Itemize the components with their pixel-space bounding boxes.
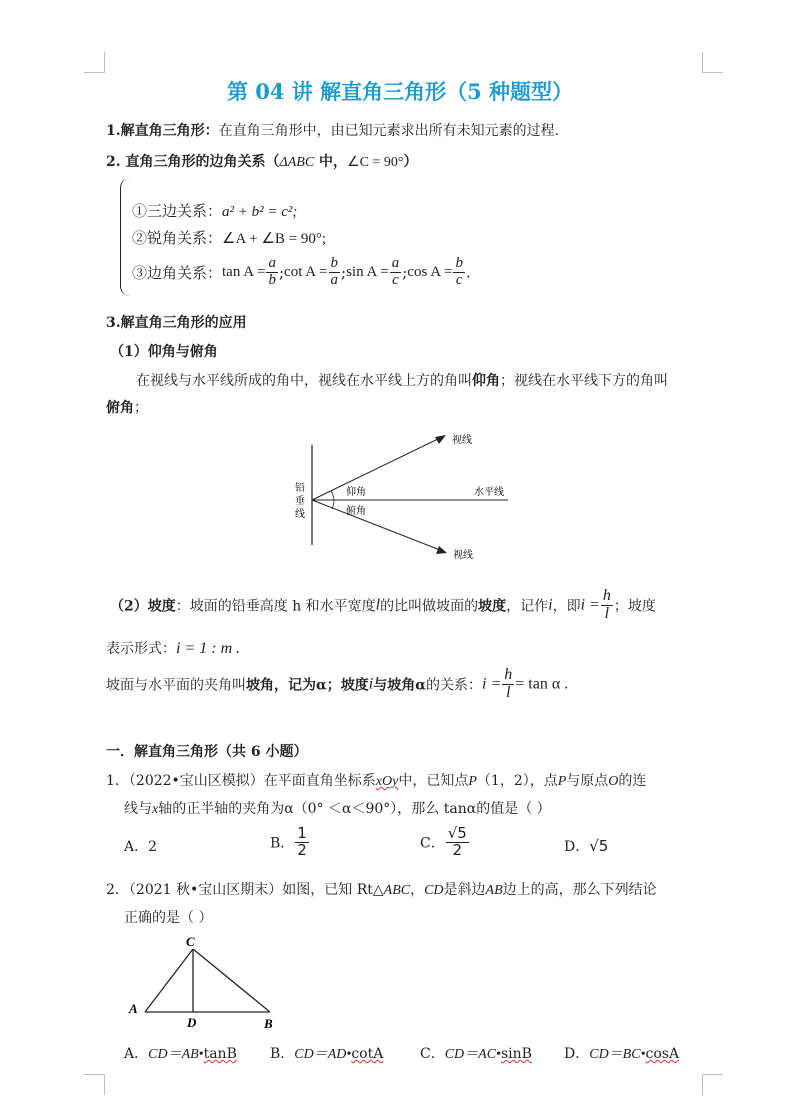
section-2-angle: ∠C = 90°	[347, 155, 404, 170]
q1-option-c-num: √5	[447, 824, 467, 842]
q1-point-p: P	[468, 774, 477, 789]
slope-eq: i =	[580, 596, 600, 614]
section-3-label: 3.解直角三角形的应用	[106, 315, 247, 331]
sin-denominator: c	[392, 271, 399, 288]
slope-form-label: 表示形式：	[106, 641, 176, 657]
section-1-text: 在直角三角形中，由已知元素求出所有未知元素的过程.	[218, 123, 560, 139]
slope-l: l	[375, 596, 381, 614]
slope-i: i	[548, 596, 553, 614]
angle-line-fraction-den: l	[506, 683, 511, 701]
sep-1: ;	[278, 263, 285, 282]
slope-line2	[106, 638, 240, 658]
q1-option-d-value: √5	[589, 837, 609, 855]
q1-option-c-fraction	[446, 826, 469, 859]
q1-option-b-label: B．	[270, 835, 295, 852]
angle-line-fraction-num: h	[504, 666, 513, 683]
sight-line-down	[312, 500, 440, 550]
sight-label-bottom: 视线	[453, 550, 473, 561]
sin-numerator: a	[391, 255, 400, 271]
sight-line-down-arrow	[436, 546, 447, 554]
corner-mark-br	[702, 1074, 723, 1095]
sight-label-top: 视线	[452, 435, 472, 446]
page-title: 第 04 讲 解直角三角形（5 种题型）	[226, 79, 574, 104]
q2-option-b-fn: cotA	[351, 1046, 384, 1062]
q2-option-a-expr: CD＝AB•	[148, 1047, 204, 1062]
sight-line-up-arrow	[435, 435, 446, 444]
plumb-char-2: 垂	[295, 496, 305, 507]
relation-acute	[132, 227, 326, 248]
tan-fraction	[266, 256, 278, 289]
q2-cd: CD	[424, 883, 444, 898]
q1-origin-o: O	[608, 774, 619, 789]
corner-mark-bl	[84, 1074, 105, 1095]
sin-label: sin A =	[346, 263, 389, 280]
plumb-char-3: 线	[295, 509, 305, 520]
angle-line-i: i	[368, 675, 374, 693]
angle-line-c: 与坡角α	[373, 677, 427, 694]
cos-denominator: c	[455, 271, 463, 288]
angle-line-tail: = tan α .	[515, 675, 569, 693]
slope-fraction-num: h	[602, 587, 611, 604]
q2-option-b-label: B．	[270, 1046, 295, 1062]
section-1-label: 1.解直角三角形：	[106, 123, 219, 139]
q1-option-a-text: A．2	[124, 839, 158, 855]
sep-2: ;	[341, 263, 347, 282]
slope-text-b: 的比叫做坡面的	[380, 598, 479, 615]
q2-text-d: 边上的高，那么下列结论	[502, 882, 657, 898]
q2-option-d-expr: CD＝BC•	[589, 1047, 646, 1062]
cot-label: cot A =	[284, 263, 328, 280]
relations-end: .	[465, 263, 471, 282]
vertex-c-label: C	[186, 934, 195, 949]
q1-text-d: 与原点	[566, 773, 609, 789]
tan-label: tan A =	[222, 263, 266, 280]
slope-text-d: ，记作	[506, 598, 549, 615]
q2-line1	[106, 879, 657, 899]
sep-3: ;	[402, 263, 408, 282]
slope-fraction	[601, 588, 613, 623]
slope-text-e: ，即	[552, 598, 581, 615]
q1-text-2a: 线与	[124, 801, 152, 817]
q2-text-b: ，	[410, 882, 425, 898]
q2-option-b[interactable]	[270, 1043, 383, 1063]
vertex-b-label: B	[264, 1016, 273, 1031]
para1-text-c: ；视线在水平线下方的角叫	[500, 373, 668, 389]
right-triangle-figure	[122, 933, 292, 1033]
depression-label: 俯角	[346, 506, 366, 517]
q2-option-d[interactable]	[564, 1043, 679, 1063]
tan-denominator: b	[268, 271, 276, 288]
horizontal-label: 水平线	[474, 487, 504, 498]
angle-line-b: 坡角，记为α；坡度	[246, 677, 369, 694]
q1-line2	[124, 798, 551, 818]
paragraph-elevation-line2	[106, 397, 148, 417]
angle-line-d: 的关系：	[426, 677, 483, 694]
cos-fraction	[453, 256, 465, 289]
cos-label: cos A =	[407, 263, 453, 280]
q1-text-b: 中，已知点	[398, 773, 469, 789]
q1-line1	[106, 770, 646, 790]
q2-text-a: 2．（2021 秋•宝山区期末）如图，已知 Rt△	[106, 882, 384, 898]
q2-line2: 正确的是（ ）	[124, 910, 213, 926]
q1-option-d-label: D．	[564, 839, 590, 855]
tan-numerator: a	[268, 255, 276, 271]
q1-option-b-fraction	[295, 826, 309, 859]
elevation-depression-diagram	[290, 425, 530, 575]
section-2-label: 2. 直角三角形的边角关系（	[106, 154, 280, 170]
part-1-heading: 一．解直角三角形（共 6 小题）	[106, 744, 308, 760]
section-2-close: ）	[403, 154, 418, 170]
plumb-char-1: 铅	[295, 483, 305, 494]
cot-fraction	[329, 256, 341, 289]
vertex-a-label: A	[129, 1001, 138, 1016]
q1-text-2b: 轴的正半轴的夹角为α（0° ＜α＜90°），那么 tanα的值是（ ）	[158, 801, 551, 817]
elevation-label: 仰角	[346, 487, 366, 498]
q2-option-c-label: C．	[420, 1046, 445, 1062]
q1-xoy: xOy	[375, 774, 399, 789]
para1-text-a: 在视线与水平线所成的角中，视线在水平线上方的角叫	[136, 373, 472, 389]
q2-option-c[interactable]	[420, 1043, 532, 1063]
depression-angle-arc	[332, 500, 334, 509]
slope-angle-line	[106, 667, 568, 702]
cot-numerator: b	[330, 255, 339, 271]
q1-text-e: 的连	[618, 773, 647, 789]
cos-numerator: b	[455, 255, 463, 271]
q2-option-a-label: A．	[124, 1046, 149, 1062]
paragraph-elevation-line1	[136, 370, 668, 390]
section-1	[106, 120, 559, 140]
q2-option-a-fn: tanB	[203, 1046, 237, 1062]
q2-option-c-expr: CD＝AC•	[444, 1047, 501, 1062]
q1-text-a: 1．（2022•宝山区模拟）在平面直角坐标系	[106, 773, 376, 789]
angle-line-a: 坡面与水平面的夹角叫	[106, 677, 246, 694]
slope-term: 坡度	[478, 598, 507, 615]
q1-option-c[interactable]	[420, 826, 470, 859]
q2-option-b-expr: CD＝AD•	[294, 1047, 352, 1062]
relation-acute-expr: ∠A + ∠B = 90°;	[222, 231, 327, 247]
angle-line-fraction	[502, 667, 514, 702]
q1-option-b[interactable]	[270, 826, 310, 859]
slope-text-f: ；坡度	[613, 598, 656, 615]
section-2-triangle: ΔABC	[279, 155, 315, 170]
relation-sides-expr: a² + b² = c²;	[222, 204, 298, 220]
section-2-mid: 中，	[314, 154, 348, 170]
side-ca	[145, 949, 193, 1012]
para1-elevation-term: 仰角	[472, 373, 500, 389]
slope-fraction-den: l	[604, 604, 610, 622]
side-cb	[193, 949, 270, 1012]
slope-text-a: ：坡面的铅垂高度 h 和水平宽度	[175, 598, 376, 615]
relation-acute-label: ②锐角关系：	[132, 229, 223, 247]
q2-ab: AB	[485, 883, 503, 898]
relations-brace	[120, 178, 131, 296]
q2-option-d-fn: cosA	[645, 1046, 680, 1062]
q1-option-a[interactable]	[124, 836, 157, 856]
q1-text-c: （1，2），点	[476, 773, 558, 789]
angle-line-eq: i =	[482, 675, 502, 693]
q1-option-c-den: 2	[452, 840, 463, 859]
q1-x: x	[152, 802, 159, 817]
q2-option-d-label: D．	[564, 1046, 590, 1062]
sin-fraction	[390, 256, 402, 289]
slope-form: i = 1 : m .	[176, 640, 241, 657]
relation-sides	[132, 200, 297, 221]
relation-sides-label: ①三边关系：	[132, 202, 223, 220]
elevation-angle-arc	[331, 491, 334, 500]
relation-side-angle-label: ③边角关系：	[132, 263, 223, 282]
slope-label: （2）坡度	[110, 598, 176, 615]
q2-option-c-fn: sinB	[500, 1046, 532, 1062]
relation-side-angle	[132, 256, 471, 289]
slope-line1	[110, 588, 656, 623]
q1-point-p2: P	[557, 774, 567, 789]
vertex-d-label: D	[187, 1015, 197, 1030]
section-2	[106, 151, 417, 171]
q2-option-a[interactable]	[124, 1043, 237, 1063]
q1-option-b-num: 1	[297, 824, 307, 842]
cot-denominator: a	[330, 271, 339, 288]
para1-text-e: ；	[134, 400, 148, 416]
para1-depression-term: 俯角	[106, 400, 134, 416]
q2-abc: ABC	[383, 883, 411, 898]
q1-option-d[interactable]	[564, 836, 608, 856]
q2-text-c: 是斜边	[443, 882, 486, 898]
corner-mark-tl	[84, 52, 105, 73]
corner-mark-tr	[702, 52, 723, 73]
q1-option-b-den: 2	[297, 840, 307, 859]
subsection-1-label: （1）仰角与俯角	[110, 344, 218, 360]
sight-line-up	[312, 438, 440, 500]
q1-option-c-label: C．	[420, 835, 445, 852]
